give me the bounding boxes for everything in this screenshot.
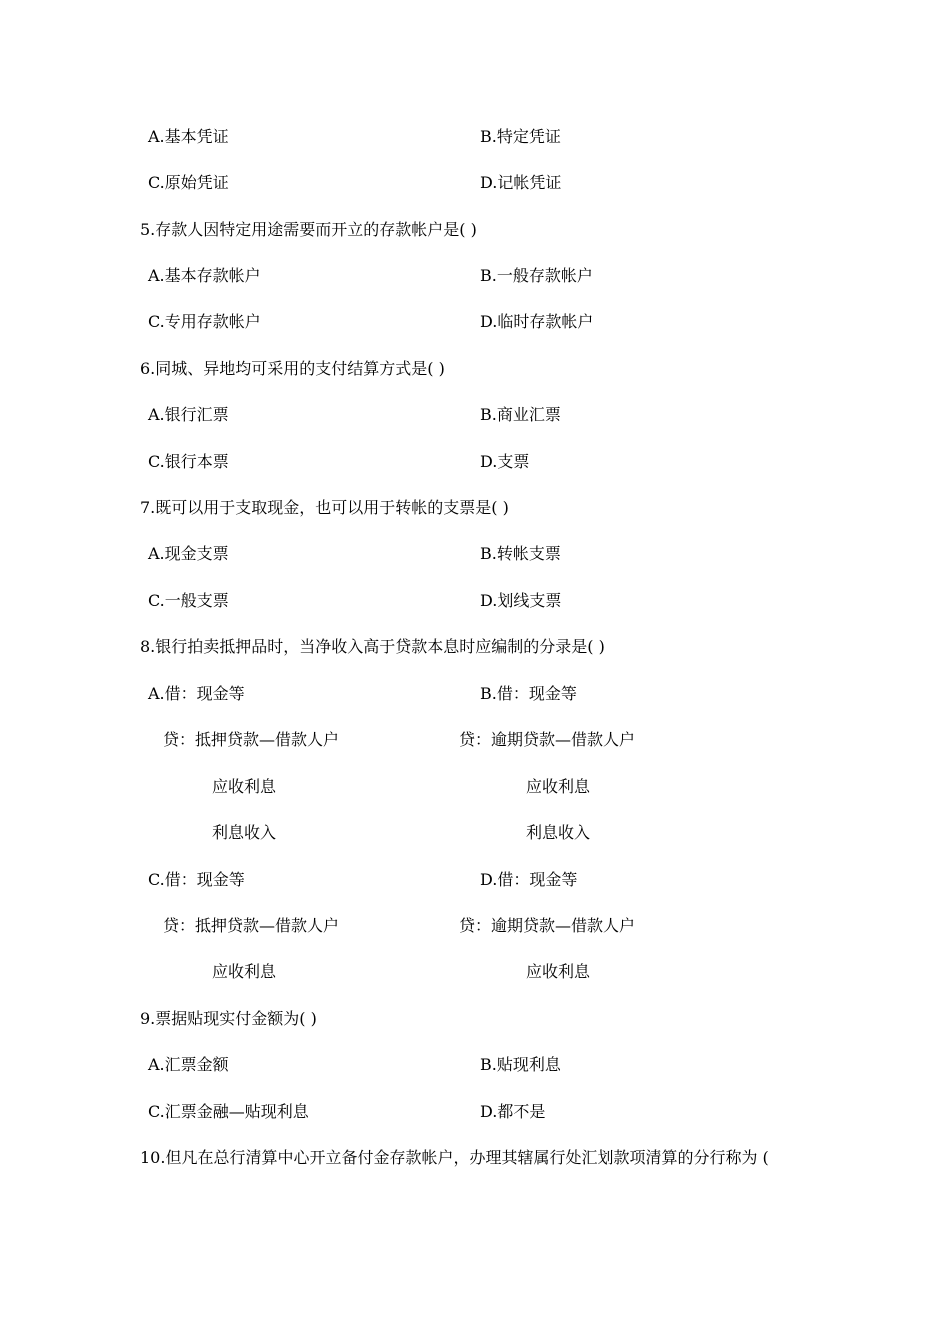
q4-option-d: D.记帐凭证 bbox=[480, 173, 562, 192]
q6-option-c: C.银行本票 bbox=[148, 452, 229, 471]
q8-option-a-debit: A.借：现金等 bbox=[148, 684, 245, 703]
q7-option-b: B.转帐支票 bbox=[480, 544, 561, 563]
q8-option-a-income: 利息收入 bbox=[212, 823, 277, 842]
q8-option-d-debit: D.借：现金等 bbox=[480, 870, 578, 889]
q10-stem: 10.但凡在总行清算中心开立备付金存款帐户，办理其辖属行处汇划款项清算的分行称为 ( bbox=[140, 1148, 769, 1167]
q9-option-a: A.汇票金额 bbox=[148, 1055, 229, 1074]
q8-option-b-income: 利息收入 bbox=[526, 823, 591, 842]
q6-option-a: A.银行汇票 bbox=[148, 405, 229, 424]
q5-option-d: D.临时存款帐户 bbox=[480, 312, 594, 331]
q8-option-b-receivable: 应收利息 bbox=[526, 777, 591, 796]
q8-option-d-credit: 贷：逾期贷款—借款人户 bbox=[459, 916, 636, 935]
q9-option-d: D.都不是 bbox=[480, 1102, 546, 1121]
q4-option-c: C.原始凭证 bbox=[148, 173, 229, 192]
q8-option-c-debit: C.借：现金等 bbox=[148, 870, 245, 889]
q8-option-a-credit: 贷：抵押贷款—借款人户 bbox=[163, 730, 340, 749]
q6-option-d: D.支票 bbox=[480, 452, 530, 471]
q7-option-c: C.一般支票 bbox=[148, 591, 229, 610]
q5-option-c: C.专用存款帐户 bbox=[148, 312, 261, 331]
q5-stem: 5.存款人因特定用途需要而开立的存款帐户是( ) bbox=[140, 220, 477, 239]
q7-option-a: A.现金支票 bbox=[148, 544, 229, 563]
q6-stem: 6.同城、异地均可采用的支付结算方式是( ) bbox=[140, 359, 445, 378]
q5-option-b: B.一般存款帐户 bbox=[480, 266, 593, 285]
q9-stem: 9.票据贴现实付金额为( ) bbox=[140, 1009, 317, 1028]
q8-option-c-receivable: 应收利息 bbox=[212, 962, 277, 981]
q4-option-b: B.特定凭证 bbox=[480, 127, 561, 146]
q8-option-c-credit: 贷：抵押贷款—借款人户 bbox=[163, 916, 340, 935]
q7-option-d: D.划线支票 bbox=[480, 591, 562, 610]
q8-stem: 8.银行拍卖抵押品时，当净收入高于贷款本息时应编制的分录是( ) bbox=[140, 637, 605, 656]
q8-option-b-debit: B.借：现金等 bbox=[480, 684, 577, 703]
q5-option-a: A.基本存款帐户 bbox=[148, 266, 261, 285]
q4-option-a: A.基本凭证 bbox=[148, 127, 229, 146]
q8-option-b-credit: 贷：逾期贷款—借款人户 bbox=[459, 730, 636, 749]
q8-option-d-receivable: 应收利息 bbox=[526, 962, 591, 981]
q7-stem: 7.既可以用于支取现金，也可以用于转帐的支票是( ) bbox=[140, 498, 509, 517]
q6-option-b: B.商业汇票 bbox=[480, 405, 561, 424]
q9-option-c: C.汇票金融—贴现利息 bbox=[148, 1102, 309, 1121]
q8-option-a-receivable: 应收利息 bbox=[212, 777, 277, 796]
q9-option-b: B.贴现利息 bbox=[480, 1055, 561, 1074]
